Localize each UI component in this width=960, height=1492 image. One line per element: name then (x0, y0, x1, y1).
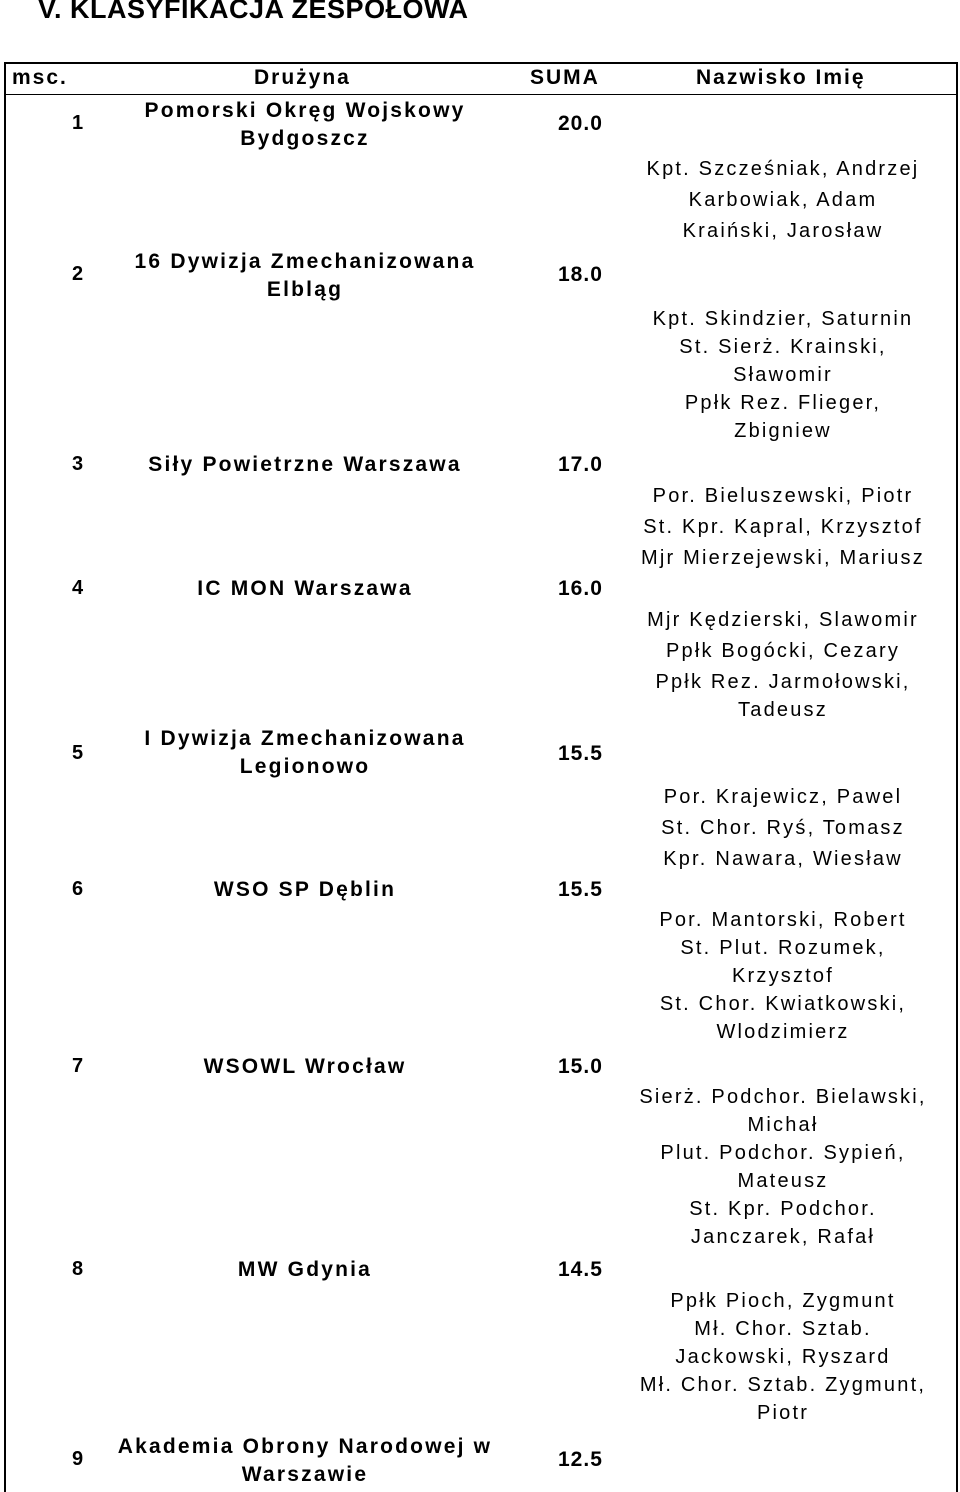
team-name-line: Legionowo (239, 755, 371, 778)
member-name: St. Sierż. Krainski, (679, 336, 887, 358)
team-sum: 15.5 (558, 878, 603, 901)
team-name-line: I Dywizja Zmechanizowana (144, 727, 466, 750)
member-name: Tadeusz (738, 699, 828, 721)
member-name: Por. Mantorski, Robert (659, 909, 907, 931)
member-name: Mjr Kędzierski, Slawomir (647, 609, 919, 631)
member-name: St. Kpr. Kapral, Krzysztof (643, 516, 923, 538)
team-name (120, 1256, 490, 1284)
team-name-line: Bydgoszcz (240, 127, 370, 150)
team-sum: 15.0 (558, 1055, 603, 1078)
team-member-list (618, 1287, 948, 1427)
team-sum: 15.5 (558, 742, 603, 765)
team-name-line: Pomorski Okręg Wojskowy (144, 99, 466, 122)
header-bottom-rule (4, 94, 958, 95)
member-name: Mł. Chor. Sztab. (694, 1318, 872, 1340)
team-name-line: IC MON Warszawa (197, 577, 413, 600)
member-name: Sierż. Podchor. Bielawski, (639, 1086, 927, 1108)
member-name: Kpt. Skindzier, Saturnin (652, 308, 914, 330)
member-name: Jackowski, Ryszard (675, 1346, 891, 1368)
team-place: 7 (72, 1055, 84, 1077)
team-member-list (618, 155, 948, 245)
member-name: St. Chor. Kwiatkowski, (659, 993, 907, 1015)
team-name-line: MW Gdynia (237, 1258, 373, 1281)
team-place: 4 (72, 577, 84, 599)
team-name-line: Warszawie (241, 1463, 369, 1486)
member-name: Wlodzimierz (716, 1021, 850, 1043)
member-name: Janczarek, Rafał (690, 1226, 876, 1248)
team-sum: 18.0 (558, 263, 603, 286)
member-name: Karbowiak, Adam (688, 189, 878, 211)
member-name: Ppłk Pioch, Zygmunt (670, 1290, 896, 1312)
member-name: St. Kpr. Podchor. (689, 1198, 877, 1220)
member-name: Kpt. Szcześniak, Andrzej (646, 158, 920, 180)
header-team: Drużyna (254, 66, 351, 89)
team-name (120, 575, 490, 603)
member-name: Ppłk Rez. Flieger, (684, 392, 882, 414)
member-name: St. Plut. Rozumek, (680, 937, 886, 959)
team-sum: 16.0 (558, 577, 603, 600)
team-member-list (618, 606, 948, 724)
team-member-list (618, 305, 948, 445)
member-name: Zbigniew (734, 420, 832, 442)
member-name: Por. Krajewicz, Pawel (663, 786, 903, 808)
member-name: Plut. Podchor. Sypień, (660, 1142, 906, 1164)
member-name: Sławomir (733, 364, 833, 386)
team-place: 9 (72, 1448, 84, 1470)
member-name: Kpr. Nawara, Wiesław (663, 848, 903, 870)
team-name (100, 725, 510, 781)
member-name: Piotr (756, 1402, 810, 1424)
table-top-rule (4, 62, 958, 64)
team-place: 1 (72, 112, 84, 134)
section-title: V. KLASYFIKACJA ZESPOŁOWA (38, 0, 469, 24)
team-name (100, 97, 510, 153)
team-name-line: WSOWL Wrocław (203, 1055, 407, 1078)
team-name (100, 248, 510, 304)
team-member-list (618, 482, 948, 572)
member-name: Ppłk Rez. Jarmołowski, (655, 671, 911, 693)
team-place: 2 (72, 263, 84, 285)
team-place: 6 (72, 878, 84, 900)
team-name (100, 1433, 510, 1489)
team-name-line: 16 Dywizja Zmechanizowana (134, 250, 476, 273)
table-left-rule (4, 62, 6, 1492)
team-sum: 20.0 (558, 112, 603, 135)
table-right-rule (956, 62, 958, 1492)
team-name (120, 876, 490, 904)
team-place: 3 (72, 453, 84, 475)
team-sum: 12.5 (558, 1448, 603, 1471)
team-name-line: WSO SP Dęblin (213, 878, 397, 901)
header-sum: SUMA (530, 66, 600, 89)
member-name: Mateusz (737, 1170, 829, 1192)
team-name-line: Elbląg (266, 278, 344, 301)
header-place: msc. (12, 66, 68, 89)
team-place: 5 (72, 742, 84, 764)
team-name-line: Siły Powietrzne Warszawa (148, 453, 462, 476)
team-name (120, 1053, 490, 1081)
member-name: Mjr Mierzejewski, Mariusz (641, 547, 925, 569)
team-place: 8 (72, 1258, 84, 1280)
team-member-list (618, 783, 948, 873)
member-name: Michał (747, 1114, 819, 1136)
member-name: Por. Bieluszewski, Piotr (652, 485, 914, 507)
team-member-list (618, 906, 948, 1046)
team-name-line: Akademia Obrony Narodowej w (117, 1435, 493, 1458)
member-name: Kraiński, Jarosław (682, 220, 884, 242)
team-name (120, 451, 490, 479)
member-name: Mł. Chor. Sztab. Zygmunt, (639, 1374, 927, 1396)
header-name: Nazwisko Imię (696, 66, 866, 89)
team-sum: 14.5 (558, 1258, 603, 1281)
team-member-list (618, 1083, 948, 1251)
team-sum: 17.0 (558, 453, 603, 476)
member-name: Krzysztof (731, 965, 835, 987)
member-name: Ppłk Bogócki, Cezary (665, 640, 901, 662)
member-name: St. Chor. Ryś, Tomasz (661, 817, 905, 839)
